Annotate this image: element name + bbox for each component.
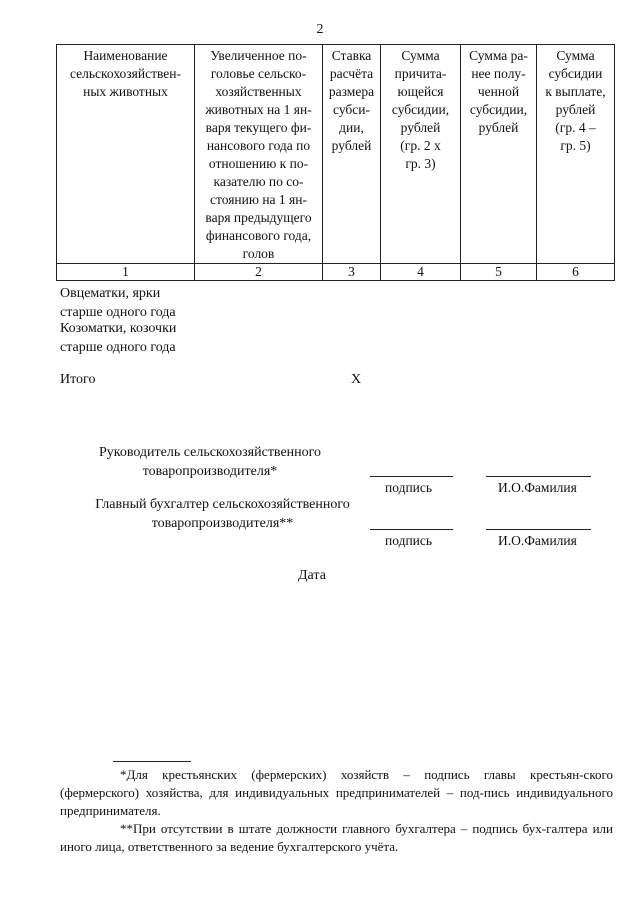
- column-number-row: [57, 264, 615, 281]
- head-signature-caption: подпись: [385, 480, 433, 495]
- footnote-accountant: **При отсутствии в штате должности главного бухгалтера – подпись бух-галтера или иного лица, ответственного за ведение бухгалтерского учёта.: [60, 821, 613, 854]
- column-number: 4: [381, 264, 461, 281]
- header-increased-livestock: Увеличенное по- головье сельско- хозяйственных животных на 1 ян- варя текущего фи- нансового года по отношению к по- казателю по со- стоянию на 1 ян- варя предыдущего финансового года, голов: [195, 45, 323, 264]
- column-number: 1: [57, 264, 195, 281]
- date-label: Дата: [298, 568, 326, 583]
- header-subsidy-rate: Ставка расчёта размера субси- дии, рублей: [323, 45, 381, 264]
- footnote-separator: [113, 761, 191, 762]
- total-not-applicable-mark: Х: [351, 372, 362, 387]
- accountant-title: Главный бухгалтер сельскохозяйственного товаропроизводителя**: [95, 497, 350, 531]
- column-number: 6: [537, 264, 615, 281]
- footnote-head: *Для крестьянских (фермерских) хозяйств – подпись главы крестьян-ского (фермерского) хозяйства, для индивидуальных предпринимателей – под-пись индивидуального предпринимателя.: [60, 767, 613, 818]
- head-signature-line: [370, 476, 453, 477]
- column-number: 2: [195, 264, 323, 281]
- accountant-name-line: [486, 529, 591, 530]
- header-animal-name: Наименование сельскохозяйствен- ных животных: [57, 45, 195, 264]
- accountant-name-caption: И.О.Фамилия: [498, 533, 577, 548]
- column-number: 3: [323, 264, 381, 281]
- head-name-caption: И.О.Фамилия: [498, 480, 577, 495]
- head-title: Руководитель сельскохозяйственного товаропроизводителя*: [98, 445, 322, 479]
- total-label: Итого: [60, 372, 96, 387]
- column-number: 5: [461, 264, 537, 281]
- accountant-signature-line: [370, 529, 453, 530]
- row-label-goats: Козоматки, козочки старше одного года: [60, 321, 177, 355]
- subsidy-calculation-table: [56, 44, 615, 281]
- page-number: 2: [316, 22, 324, 37]
- table-header-row: [57, 45, 615, 264]
- header-subsidy-due: Сумма причита- ющейся субсидии, рублей (гр. 2 х гр. 3): [381, 45, 461, 264]
- header-subsidy-payable: Сумма субсидии к выплате, рублей (гр. 4 – гр. 5): [537, 45, 615, 264]
- header-subsidy-received: Сумма ра- нее полу- ченной субсидии, рублей: [461, 45, 537, 264]
- row-label-sheep: Овцематки, ярки старше одного года: [60, 286, 176, 320]
- accountant-signature-caption: подпись: [385, 533, 433, 548]
- head-name-line: [486, 476, 591, 477]
